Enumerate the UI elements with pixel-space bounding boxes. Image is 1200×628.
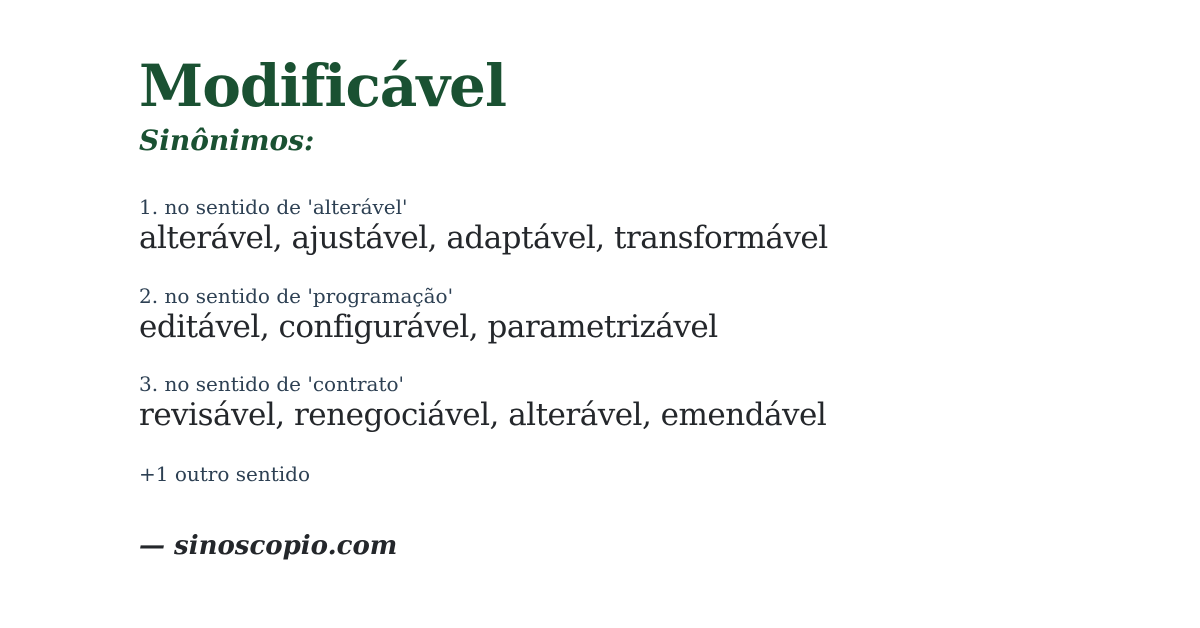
sense-label: 2. no sentido de 'programação' xyxy=(139,283,454,308)
sense-synonyms: editável, configurável, parametrizável xyxy=(139,308,718,345)
sense-block-1 xyxy=(139,195,1140,257)
sense-label: 1. no sentido de 'alterável' xyxy=(139,195,408,220)
word-title: Modificável xyxy=(139,52,506,120)
sense-block-2 xyxy=(139,284,1140,346)
sense-block-3 xyxy=(139,372,1140,434)
sense-label: 3. no sentido de 'contrato' xyxy=(139,372,405,397)
sense-synonyms: revisável, renegociável, alterável, emendável xyxy=(139,397,827,434)
more-senses-note: +1 outro sentido xyxy=(139,462,311,486)
synonyms-heading: Sinônimos: xyxy=(139,123,315,157)
sense-synonyms: alterável, ajustável, adaptável, transformável xyxy=(139,220,828,257)
attribution-source: — sinoscopio.com xyxy=(139,531,398,561)
